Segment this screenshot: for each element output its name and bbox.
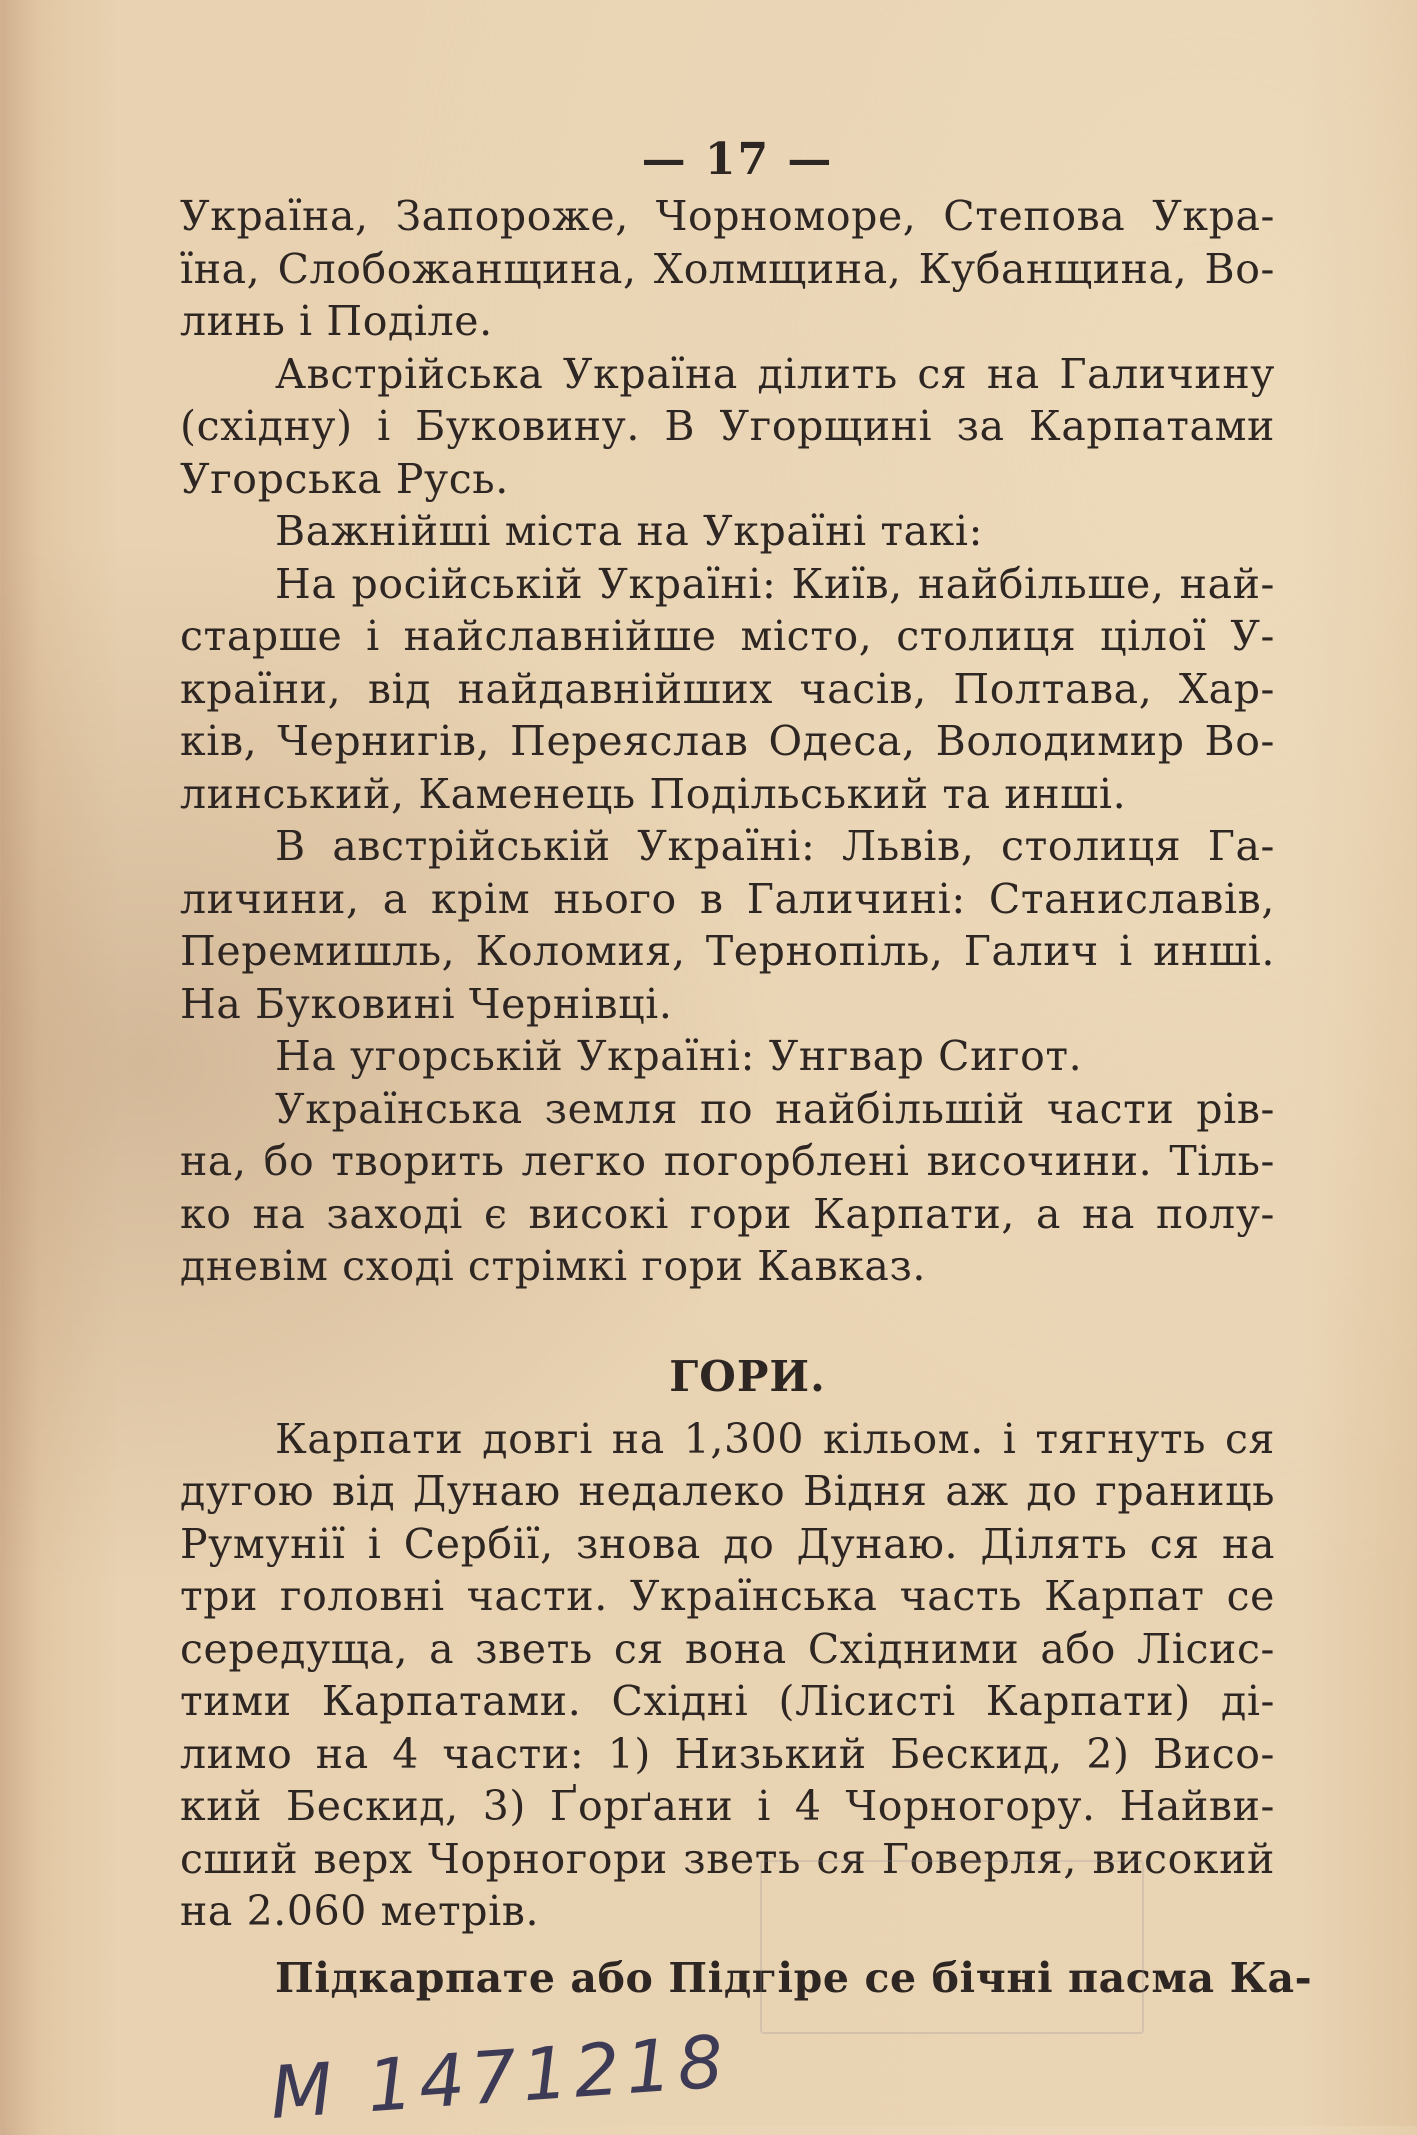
text-line: лимо на 4 части: 1) Низький Бескид, 2) Висо- [180,1729,1275,1778]
text-line: на, бо творить легко погорблені височини. Тіль- [180,1137,1275,1185]
paragraph-5 [180,820,1275,1030]
text-line: кий Бескид, 3) Ґорґани і 4 Чорногору. Найви- [180,1782,1275,1830]
page-number: — 17 — [641,134,834,185]
paragraph-6 [180,1030,1275,1083]
faded-library-stamp [760,1860,1144,2034]
text-line: линь і Поділе. [180,297,493,345]
text-line: ко на заході є високі гори Карпати, а на полу- [180,1189,1275,1238]
text-line: сший верх Чорногори зветь ся Говерля, високий [180,1834,1275,1883]
text-line: три головні части. Українська часть Карпат се [180,1572,1275,1620]
text-line: ків, Чернигів, Переяслав Одеса, Володимир Во- [180,717,1275,765]
text-line: Підкарпате або Підгіре се бічні пасма Ка- [275,1953,1313,2002]
paragraph-8 [180,1413,1275,1938]
text-line: (східну) і Буковину. В Угорщині за Карпатами [180,402,1275,450]
text-line: Угорська Русь. [180,454,509,503]
text-line: тими Карпатами. Східні (Лісисті Карпати) ді- [180,1677,1275,1725]
text-line: Румунії і Сербії, знова до Дунаю. Ділять ся на [180,1519,1275,1568]
text-line: дневім сході стрімкі гори Кавказ. [180,1242,927,1290]
text-line: Україна, Запороже, Чорноморе, Степова Укра- [180,192,1275,240]
text-line: Українська земля по найбільшій части рів- [275,1084,1275,1133]
text-line: На Буковині Чернівці. [180,979,673,1028]
paragraph-2 [180,348,1275,506]
text-line: На угорській Україні: Унгвар Сигот. [275,1032,1083,1080]
paragraph-3 [180,505,1275,558]
text-line: їна, Слобожанщина, Холмщина, Кубанщина, Во- [180,244,1275,293]
text-line: Важнійші міста на Україні такі: [275,507,984,555]
text-line: країни, від найдавнійших часів, Полтава, Хар- [180,664,1275,713]
text-line: Австрійська Україна ділить ся на Галичину [275,349,1275,398]
paragraph-4 [180,558,1275,821]
text-line: На російській Україні: Київ, найбільше, най- [275,559,1275,608]
section-heading: ГОРИ. [669,1351,826,1401]
text-line: на 2.060 метрів. [180,1887,540,1935]
paragraph-1 [180,190,1275,348]
handwritten-inventory-number: M 1471218 [267,2019,733,2135]
text-line: Карпати довгі на 1,300 кільом. і тягнуть ся [275,1414,1275,1463]
paragraph-7 [180,1083,1275,1293]
text-line: Перемишль, Коломия, Тернопіль, Галич і инші. [180,927,1275,975]
text-line: В австрійській Україні: Львів, столиця Га- [275,822,1275,870]
text-line: середуща, а зветь ся вона Східними або Лісис- [180,1624,1275,1673]
book-page [180,130,1313,2004]
text-line: дугою від Дунаю недалеко Відня аж до границь [180,1467,1275,1515]
text-line: линський, Каменець Подільський та инші. [180,769,1127,818]
text-line: личини, а крім нього в Галичині: Станиславів, [180,874,1275,923]
text-line: старше і найславнійше місто, столиця цілої У- [180,612,1275,660]
